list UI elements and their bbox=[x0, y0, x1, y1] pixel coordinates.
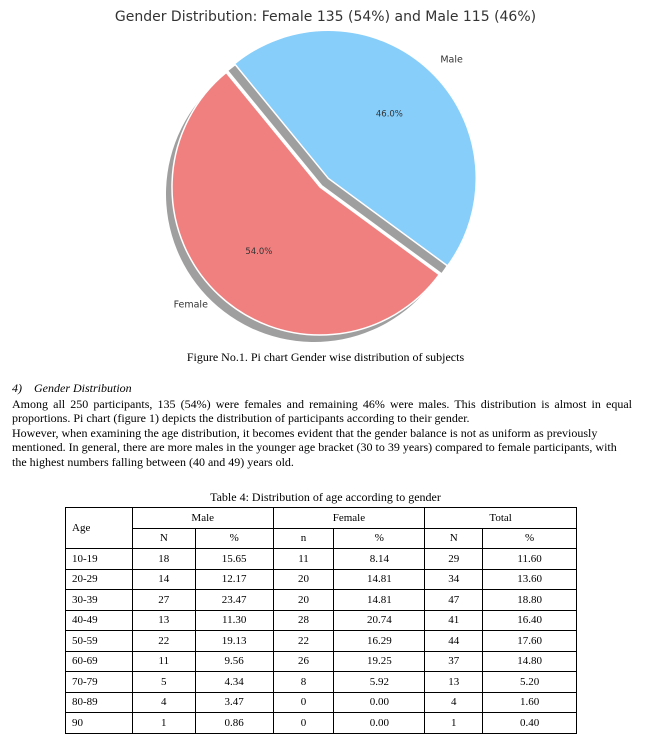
cell-female-n: 22 bbox=[273, 631, 334, 652]
table-row bbox=[66, 651, 577, 672]
header-age: Age bbox=[66, 508, 133, 549]
cell-female-pct: 8.14 bbox=[334, 549, 425, 570]
cell-female-n: 26 bbox=[273, 651, 334, 672]
cell-male-pct: 19.13 bbox=[195, 631, 273, 652]
table-row bbox=[66, 713, 577, 734]
cell-age: 10-19 bbox=[66, 549, 133, 570]
cell-age: 50-59 bbox=[66, 631, 133, 652]
cell-age: 80-89 bbox=[66, 692, 133, 713]
table-row bbox=[66, 692, 577, 713]
cell-female-n: 11 bbox=[273, 549, 334, 570]
cell-total-pct: 5.20 bbox=[483, 672, 577, 693]
cell-male-pct: 23.47 bbox=[195, 590, 273, 611]
section-number: 4) bbox=[12, 381, 22, 395]
header-male: Male bbox=[132, 508, 273, 529]
subheader-total-n: N bbox=[425, 528, 483, 549]
cell-total-pct: 16.40 bbox=[483, 610, 577, 631]
subheader-female-n: n bbox=[273, 528, 334, 549]
cell-female-pct: 19.25 bbox=[334, 651, 425, 672]
cell-total-pct: 11.60 bbox=[483, 549, 577, 570]
cell-age: 60-69 bbox=[66, 651, 133, 672]
cell-total-pct: 18.80 bbox=[483, 590, 577, 611]
table-body bbox=[66, 549, 577, 734]
cell-total-n: 44 bbox=[425, 631, 483, 652]
paragraph-2: However, when examining the age distribution, it becomes evident that the gender balance is not as uniform as previously mentioned. In general, there are more males in the younger age bracket (30 to 39 years) compared to female participants, with the highest numbers falling between (40 and 49) years old. bbox=[12, 425, 617, 469]
table-row bbox=[66, 590, 577, 611]
cell-male-n: 1 bbox=[132, 713, 195, 734]
subheader-male-pct: % bbox=[195, 528, 273, 549]
pie-chart bbox=[0, 0, 651, 345]
chart-title: Gender Distribution: Female 135 (54%) and Male 115 (46%) bbox=[114, 9, 537, 25]
cell-female-pct: 14.81 bbox=[334, 590, 425, 611]
cell-female-n: 20 bbox=[273, 590, 334, 611]
paragraph-1: Among all 250 participants, 135 (54%) were females and remaining 46% were males. This distribution is almost in equal proportions. Pi chart (figure 1) depicts the distribution of participants according to their gender. bbox=[12, 396, 632, 425]
figure-caption: Figure No.1. Pi chart Gender wise distribution of subjects bbox=[186, 350, 465, 364]
section-title: Gender Distribution bbox=[34, 381, 132, 395]
slice-percent-male: 46.0% bbox=[375, 109, 403, 120]
slice-label-male: Male bbox=[440, 54, 463, 66]
table-caption: Table 4: Distribution of age according to gender bbox=[210, 490, 441, 504]
cell-male-n: 27 bbox=[132, 590, 195, 611]
cell-female-pct: 0.00 bbox=[334, 713, 425, 734]
header-female: Female bbox=[273, 508, 425, 529]
cell-male-n: 22 bbox=[132, 631, 195, 652]
slice-percent-female: 54.0% bbox=[245, 246, 273, 257]
header-total: Total bbox=[425, 508, 577, 529]
cell-female-pct: 14.81 bbox=[334, 569, 425, 590]
cell-female-n: 20 bbox=[273, 569, 334, 590]
cell-age: 30-39 bbox=[66, 590, 133, 611]
cell-male-pct: 0.86 bbox=[195, 713, 273, 734]
cell-male-n: 18 bbox=[132, 549, 195, 570]
cell-female-pct: 20.74 bbox=[334, 610, 425, 631]
cell-male-n: 5 bbox=[132, 672, 195, 693]
cell-male-n: 4 bbox=[132, 692, 195, 713]
cell-male-pct: 3.47 bbox=[195, 692, 273, 713]
cell-age: 70-79 bbox=[66, 672, 133, 693]
cell-total-pct: 17.60 bbox=[483, 631, 577, 652]
gender-distribution-section bbox=[12, 381, 632, 469]
age-gender-table bbox=[65, 507, 577, 734]
cell-total-n: 1 bbox=[425, 713, 483, 734]
cell-female-pct: 5.92 bbox=[334, 672, 425, 693]
table-row bbox=[66, 672, 577, 693]
table-row bbox=[66, 549, 577, 570]
cell-total-n: 47 bbox=[425, 590, 483, 611]
cell-male-n: 14 bbox=[132, 569, 195, 590]
cell-total-n: 13 bbox=[425, 672, 483, 693]
cell-male-n: 11 bbox=[132, 651, 195, 672]
table-row bbox=[66, 631, 577, 652]
slice-label-female: Female bbox=[173, 299, 208, 311]
cell-male-pct: 15.65 bbox=[195, 549, 273, 570]
cell-female-pct: 0.00 bbox=[334, 692, 425, 713]
cell-total-pct: 1.60 bbox=[483, 692, 577, 713]
cell-female-n: 0 bbox=[273, 713, 334, 734]
cell-female-pct: 16.29 bbox=[334, 631, 425, 652]
cell-male-pct: 11.30 bbox=[195, 610, 273, 631]
cell-total-n: 37 bbox=[425, 651, 483, 672]
cell-total-n: 29 bbox=[425, 549, 483, 570]
section-heading bbox=[12, 381, 632, 396]
cell-male-pct: 9.56 bbox=[195, 651, 273, 672]
subheader-total-pct: % bbox=[483, 528, 577, 549]
cell-female-n: 0 bbox=[273, 692, 334, 713]
cell-age: 90 bbox=[66, 713, 133, 734]
cell-female-n: 8 bbox=[273, 672, 334, 693]
cell-total-n: 4 bbox=[425, 692, 483, 713]
cell-female-n: 28 bbox=[273, 610, 334, 631]
cell-age: 40-49 bbox=[66, 610, 133, 631]
table-row bbox=[66, 569, 577, 590]
table-row bbox=[66, 610, 577, 631]
cell-total-n: 41 bbox=[425, 610, 483, 631]
subheader-male-n: N bbox=[132, 528, 195, 549]
cell-age: 20-29 bbox=[66, 569, 133, 590]
cell-total-pct: 0.40 bbox=[483, 713, 577, 734]
cell-total-pct: 14.80 bbox=[483, 651, 577, 672]
cell-male-pct: 12.17 bbox=[195, 569, 273, 590]
cell-total-n: 34 bbox=[425, 569, 483, 590]
cell-total-pct: 13.60 bbox=[483, 569, 577, 590]
subheader-female-pct: % bbox=[334, 528, 425, 549]
cell-male-n: 13 bbox=[132, 610, 195, 631]
cell-male-pct: 4.34 bbox=[195, 672, 273, 693]
